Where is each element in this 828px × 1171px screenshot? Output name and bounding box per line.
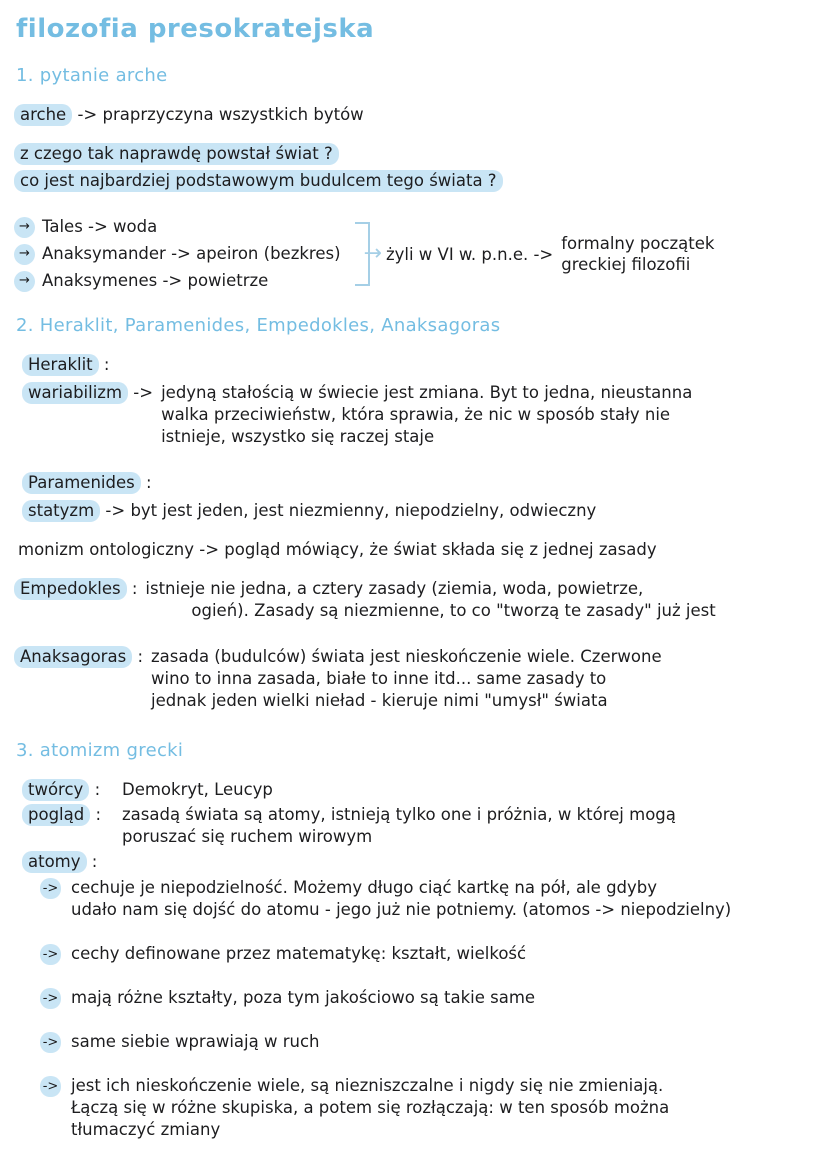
heraklit-label-line [22,354,816,376]
paragraph-line: Łączą się w różne skupiska, a potem się rozłączają: w ten sposób można [71,1098,670,1117]
colon: : [94,780,101,799]
bracket-note-line: greckiej filozofii [561,255,691,274]
paragraph-line: ogień). Zasady są niezmienne, to co "tworzą te zasady" już jest [191,601,716,620]
arrow-glyph: -> [105,501,126,520]
list-item [14,216,341,238]
section3-heading: 3. atomizm grecki [16,740,184,761]
question-line [14,170,816,192]
anaksagoras-highlight: Anaksagoras [14,646,132,668]
list-item [14,270,341,292]
arrow-bullet-icon: -> [40,1076,61,1097]
bracket-note-line: formalny początek [561,234,715,253]
paragraph-line: udało nam się dojść do atomu - jego już nie potniemy. (atomos -> niepodzielny) [71,900,732,919]
statyzm-line [22,500,816,522]
paragraph-line: poruszać się ruchem wirowym [122,827,373,846]
paragraph-line: cechuje je niepodzielność. Możemy długo ciąć kartkę na pół, ale gdyby [71,878,658,897]
bracket-label: żyli w VI w. p.n.e. -> [385,244,554,264]
section2-heading: 2. Heraklit, Paramenides, Empedokles, Anaksagoras [16,315,501,336]
arrow-bullet-icon: -> [40,878,61,899]
section1-heading: 1. pytanie arche [16,65,168,86]
arche-definition-text: praprzyczyna wszystkich bytów [102,105,364,124]
philosopher-text: Anaksymenes -> powietrze [42,271,269,290]
arrow-glyph: -> [77,105,98,124]
wariabilizm-block [22,382,816,448]
list-item [40,1075,816,1141]
empedokles-paragraph [145,578,715,622]
philosopher-text: Tales -> woda [42,217,158,236]
bracket-arrow-icon: → [363,241,382,266]
arrow-bullet-icon: → [14,217,35,238]
empedokles-highlight: Empedokles [14,578,127,600]
atomy-highlight: atomy [22,851,87,873]
anaksagoras-term-col [14,646,143,668]
bullet-paragraph [71,1031,319,1053]
colon: : [137,647,143,666]
arrow-bullet-icon: -> [40,1032,61,1053]
colon: : [131,579,138,598]
list-item [40,943,816,965]
statyzm-definition-text: byt jest jeden, jest niezmienny, niepodzielny, odwieczny [130,501,597,520]
arrow-glyph: -> [133,383,154,402]
page-title: filozofia presokratejska [16,14,375,44]
philosophers-block [14,216,816,292]
paragraph-line: zasada (budulców) świata jest nieskończenie wiele. Czerwone [151,647,662,666]
list-item [40,987,816,1009]
bullet-paragraph [71,877,731,921]
heraklit-highlight: Heraklit [22,354,99,376]
arche-definition-line [14,104,816,126]
poglad-paragraph [122,804,676,848]
poglad-highlight: pogląd [22,804,90,826]
tworcy-term-col [22,779,122,801]
paragraph-line: mają różne kształty, poza tym jakościowo są takie same [71,988,536,1007]
wariabilizm-highlight: wariabilizm [22,382,128,404]
tworcy-line [22,779,816,801]
philosophers-list [14,216,341,292]
empedokles-block [14,578,816,622]
paramenides-highlight: Paramenides [22,472,141,494]
arrow-bullet-icon: -> [40,944,61,965]
paragraph-line: istnieje, wszystko się raczej staje [161,427,435,446]
colon: : [91,852,98,871]
paragraph-line: jednak jeden wielki nieład - kieruje nimi "umysł" świata [151,691,608,710]
colon: : [103,355,110,374]
paragraph-line: walka przeciwieństw, która sprawia, że nic w sposób stały nie [161,405,671,424]
paramenides-label-line [22,472,816,494]
paragraph-line: cechy definowane przez matematykę: kształt, wielkość [71,944,527,963]
arrow-bullet-icon: → [14,271,35,292]
colon: : [95,805,102,824]
philosopher-text: Anaksymander -> apeiron (bezkres) [42,244,341,263]
list-item [40,877,816,921]
list-item [14,243,341,265]
anaksagoras-paragraph [151,646,662,712]
paragraph-line: wino to inna zasada, białe to inne itd... same zasady to [151,669,607,688]
anaksagoras-block [14,646,816,712]
statyzm-highlight: statyzm [22,500,100,522]
paragraph-line: jest ich nieskończenie wiele, są niezniszczalne i nigdy się nie zmieniają. [71,1076,664,1095]
questions-block [14,143,816,192]
paragraph-line: tłumaczyć zmiany [71,1120,221,1139]
arche-term-highlight: arche [14,104,72,126]
paragraph-line: istnieje nie jedna, a cztery zasady (ziemia, woda, powietrze, [145,579,644,598]
tworcy-value: Demokryt, Leucyp [122,780,273,799]
wariabilizm-term-col [22,382,153,404]
bullet-paragraph [71,987,535,1009]
arrow-bullet-icon: → [14,244,35,265]
atomy-label-line [22,851,816,873]
atomy-bullet-list [40,877,816,1141]
paragraph-line: zasadą świata są atomy, istnieją tylko one i próżnia, w której mogą [122,805,676,824]
bullet-paragraph [71,1075,669,1141]
list-item [40,1031,816,1053]
bullet-paragraph [71,943,526,965]
bracket-note [561,233,714,275]
question-1-highlight: z czego tak naprawdę powstał świat ? [14,143,339,165]
colon: : [145,473,152,492]
empedokles-term-col [14,578,137,600]
paragraph-line: same siebie wprawiają w ruch [71,1032,320,1051]
monizm-line: monizm ontologiczny -> pogląd mówiący, że świat składa się z jednej zasady [18,540,657,559]
question-2-highlight: co jest najbardziej podstawowym budulcem tego świata ? [14,170,503,192]
tworcy-highlight: twórcy [22,779,89,801]
poglad-term-col [22,804,122,826]
wariabilizm-paragraph [161,382,692,448]
paragraph-line: jedyną stałością w świecie jest zmiana. Byt to jedna, nieustanna [161,383,693,402]
question-line [14,143,816,165]
arrow-bullet-icon: -> [40,988,61,1009]
poglad-block [22,804,816,848]
